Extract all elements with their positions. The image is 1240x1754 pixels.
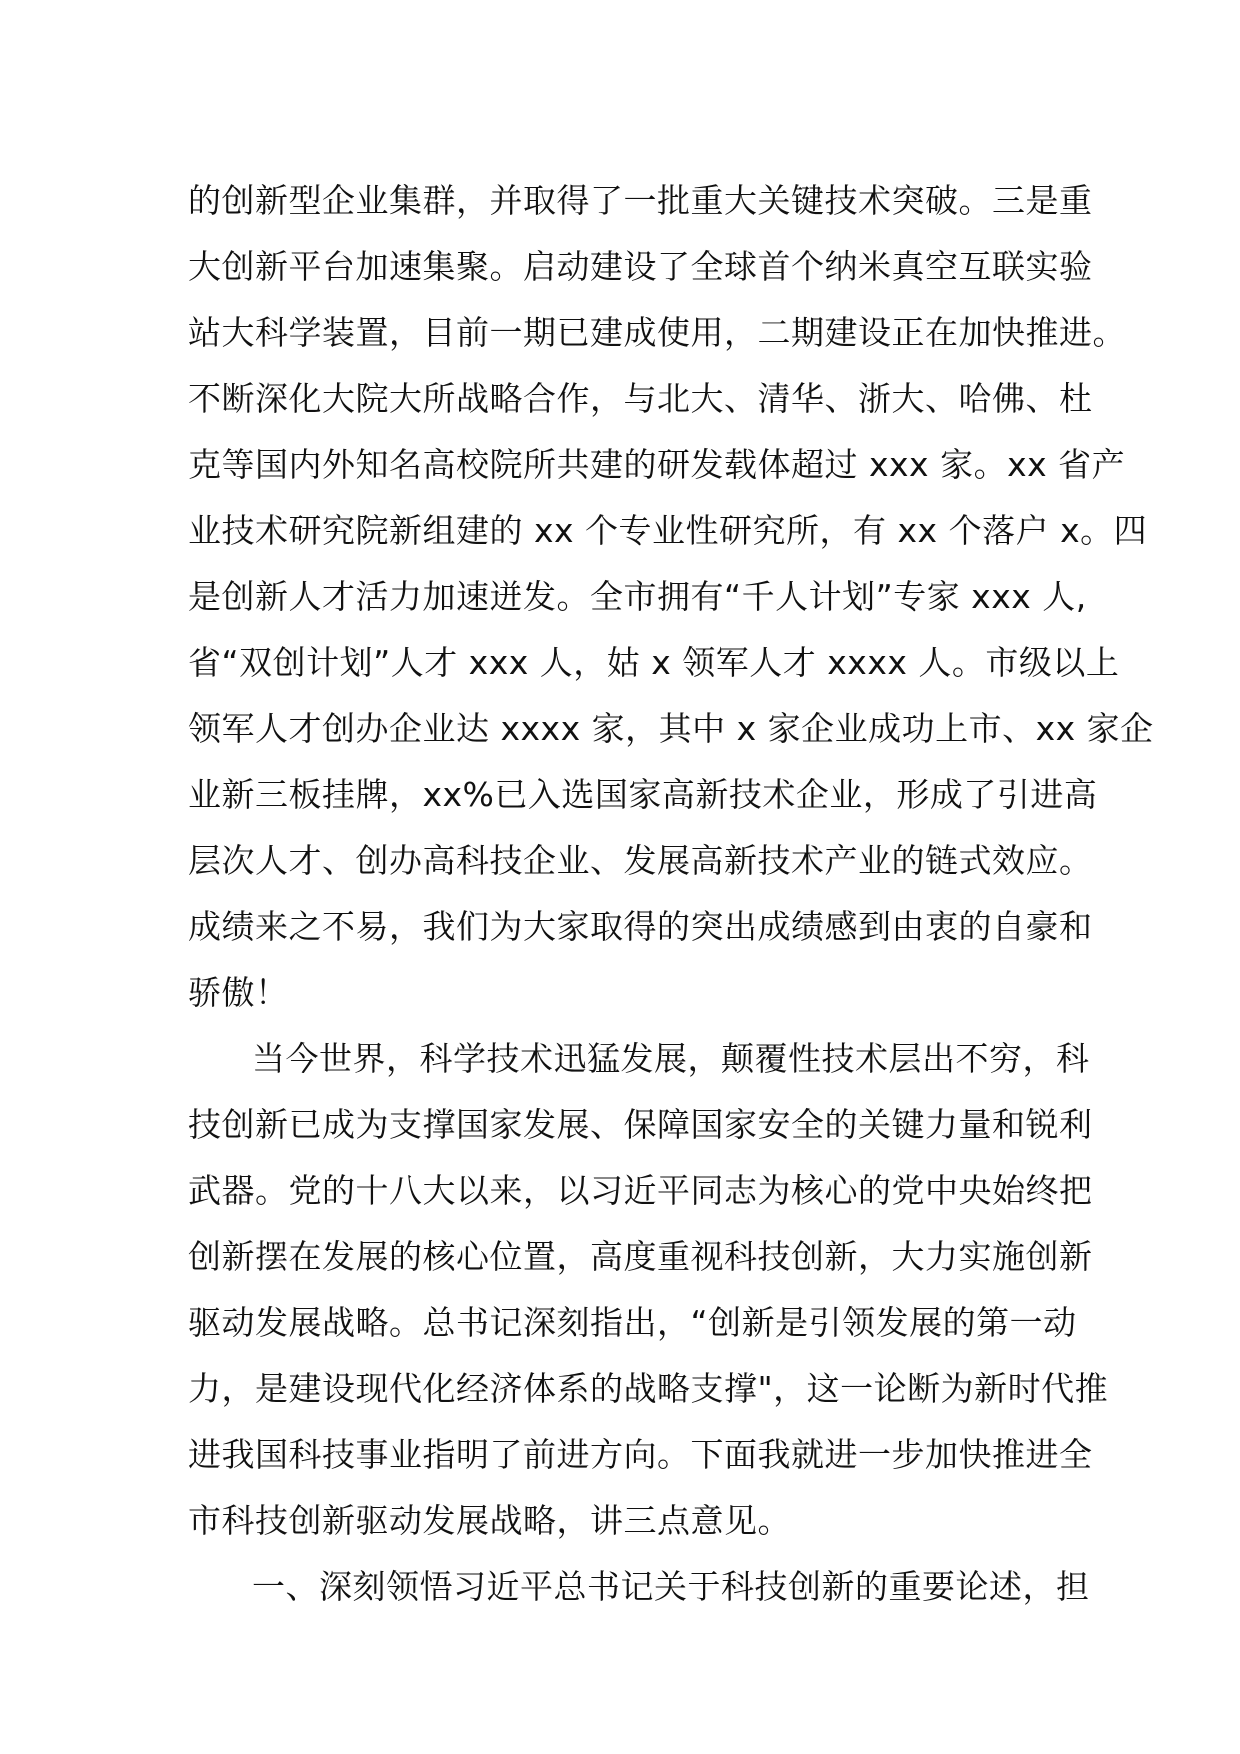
- text-line: 业新三板挂牌，xx%已入选国家高新技术企业，形成了引进高: [188, 775, 1098, 814]
- text-line: 站大科学装置，目前一期已建成使用，二期建设正在加快推进。: [188, 313, 1126, 352]
- body-text: [188, 168, 1154, 1620]
- text-line: 省“双创计划”人才 xxx 人，姑 x 领军人才 xxxx 人。市级以上: [188, 643, 1120, 682]
- paragraph-start-line: 当今世界，科学技术迅猛发展，颠覆性技术层出不穷，科: [252, 1039, 1090, 1078]
- text-line: 技创新已成为支撑国家发展、保障国家安全的关键力量和锐利: [188, 1105, 1093, 1144]
- text-line: 成绩来之不易，我们为大家取得的突出成绩感到由衷的自豪和: [188, 907, 1093, 946]
- text-line: 的创新型企业集群，并取得了一批重大关键技术突破。三是重: [188, 181, 1093, 220]
- text-line: 进我国科技事业指明了前进方向。下面我就进一步加快推进全: [188, 1435, 1093, 1474]
- text-line: 力，是建设现代化经济体系的战略支撑"，这一论断为新时代推: [188, 1369, 1109, 1408]
- text-line: 克等国内外知名高校院所共建的研发载体超过 xxx 家。xx 省产: [188, 445, 1126, 484]
- text-line: 大创新平台加速集聚。启动建设了全球首个纳米真空互联实验: [188, 247, 1093, 286]
- text-line: 不断深化大院大所战略合作，与北大、清华、浙大、哈佛、杜: [188, 379, 1093, 418]
- section-heading-line: 一、深刻领悟习近平总书记关于科技创新的重要论述，担: [252, 1567, 1090, 1606]
- text-line: 领军人才创办企业达 xxxx 家，其中 x 家企业成功上市、xx 家企: [188, 709, 1154, 748]
- text-line: 是创新人才活力加速迸发。全市拥有“千人计划”专家 xxx 人,: [188, 577, 1087, 616]
- text-line: 创新摆在发展的核心位置，高度重视科技创新，大力实施创新: [188, 1237, 1093, 1276]
- text-line: 武器。党的十八大以来，以习近平同志为核心的党中央始终把: [188, 1171, 1093, 1210]
- text-line: 市科技创新驱动发展战略，讲三点意见。: [188, 1501, 791, 1540]
- text-line: 层次人才、创办高科技企业、发展高新技术产业的链式效应。: [188, 841, 1093, 880]
- text-line: 骄傲！: [188, 973, 289, 1012]
- text-line: 驱动发展战略。总书记深刻指出，“创新是引领发展的第一动: [188, 1303, 1077, 1342]
- text-line: 业技术研究院新组建的 xx 个专业性研究所，有 xx 个落户 x。四: [188, 511, 1148, 550]
